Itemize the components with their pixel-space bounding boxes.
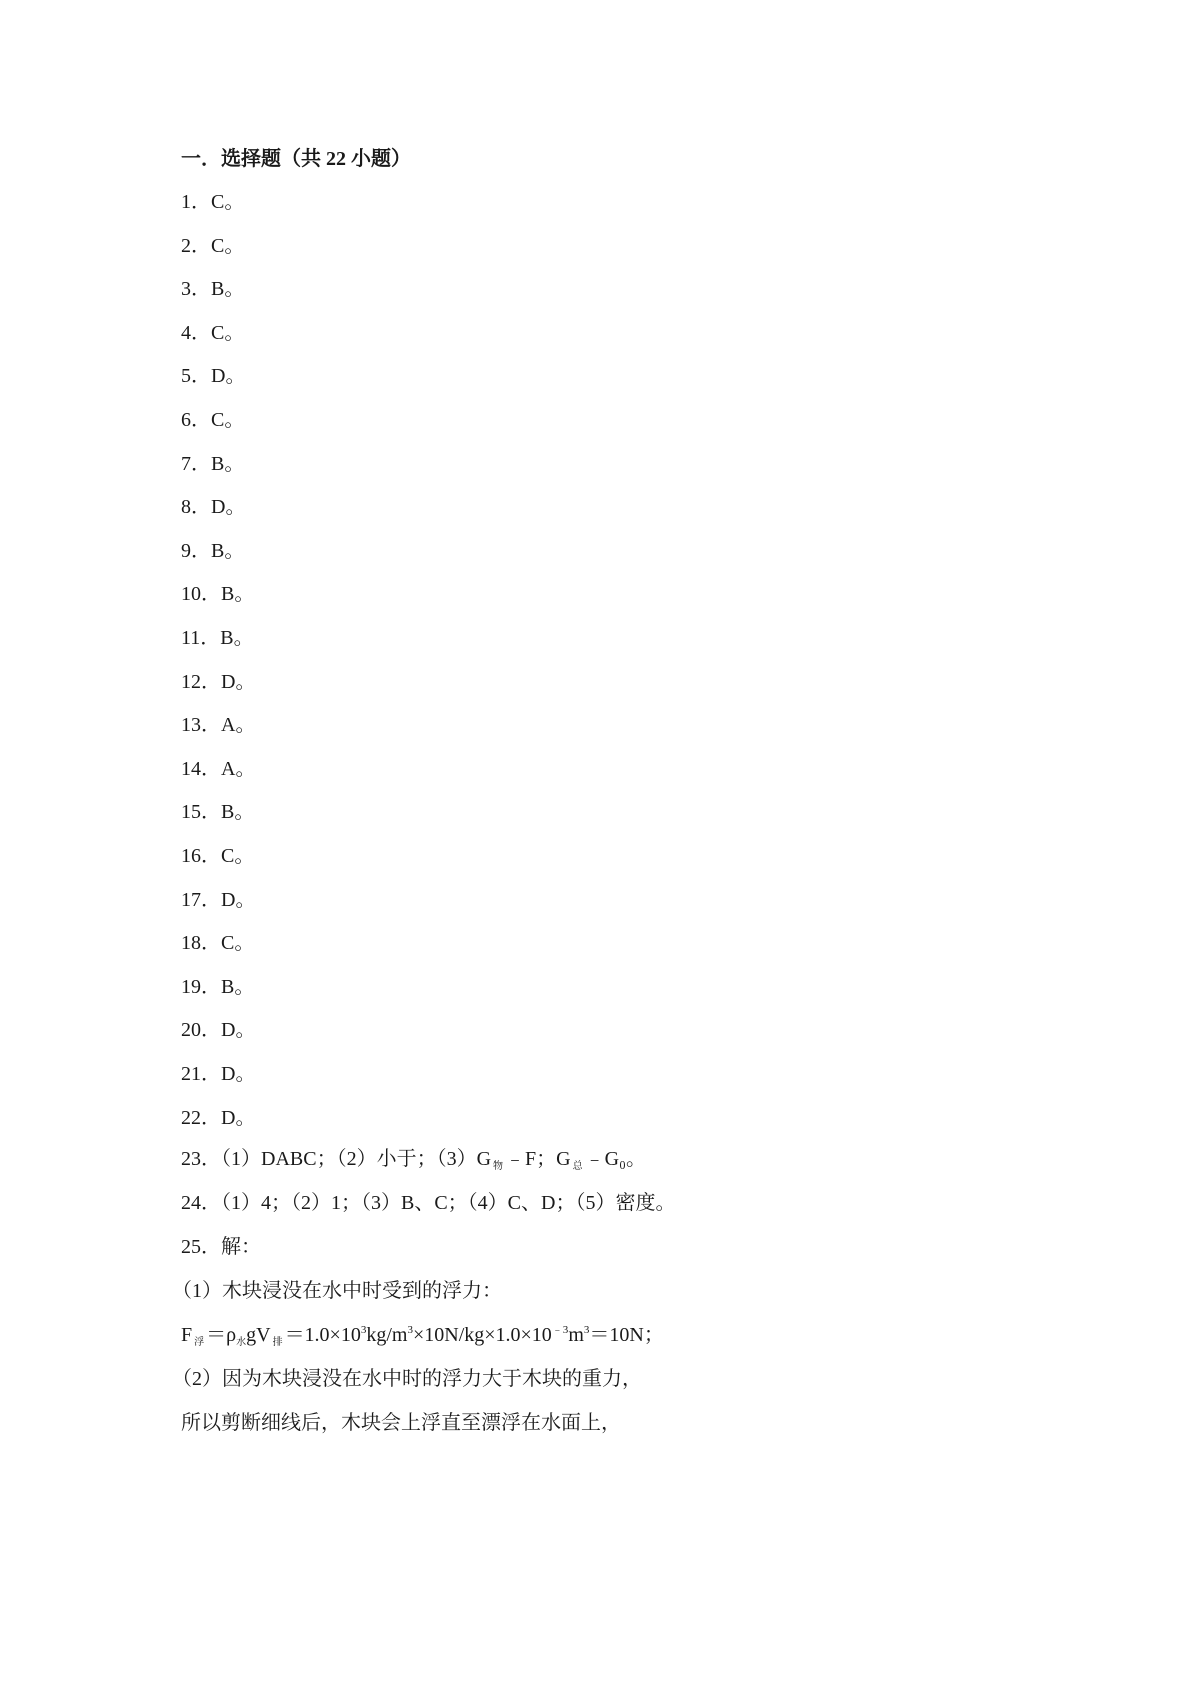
answer-item (181, 582, 254, 606)
answer-item (181, 1106, 255, 1130)
answer-number: 5． (181, 365, 211, 387)
formula-text: ＝10N； (589, 1324, 664, 1346)
answer-item (181, 495, 245, 519)
answer-choice: D。 (221, 671, 256, 693)
formula-text: ＝ρ (206, 1324, 237, 1346)
answer-choice: C。 (211, 191, 245, 213)
answer-choice: B。 (221, 976, 255, 998)
answer-choice: B。 (220, 627, 254, 649)
answer-number: 22． (181, 1107, 221, 1129)
answer-number: 4． (181, 322, 211, 344)
answer-choice: D。 (221, 889, 256, 911)
subscript: 浮 (194, 1337, 205, 1348)
answer-choice: B。 (211, 540, 245, 562)
answer-item (181, 800, 254, 824)
answer-item (181, 1062, 255, 1086)
answer-item (181, 277, 244, 301)
answer-choice: B。 (221, 801, 255, 823)
answer-number: 14． (181, 758, 221, 780)
answer-number: 8． (181, 496, 211, 518)
answer-choice: B。 (221, 583, 255, 605)
answer-choice: C。 (211, 235, 245, 257)
answer-25-part2-line1: （2）因为木块浸没在水中时的浮力大于木块的重力， (172, 1368, 642, 1390)
answer-number: 16． (181, 845, 221, 867)
answer-number: 2． (181, 235, 211, 257)
answer-number: 7． (181, 453, 211, 475)
formula-text: ×10N/kg×1.0×10 (412, 1324, 552, 1346)
answer-25-header: 25．解： (181, 1236, 261, 1258)
answer-item (181, 670, 255, 694)
formula-text: kg/m (366, 1324, 408, 1346)
answer-item (181, 234, 244, 258)
answer-number: 18． (181, 932, 221, 954)
answer-number: 12． (181, 671, 221, 693)
answer-number: 3． (181, 278, 211, 300)
answer-choice: B。 (211, 278, 245, 300)
answer-item (181, 321, 244, 345)
answer-number: 19． (181, 976, 221, 998)
answer-choice: A。 (221, 714, 256, 736)
answer-item (181, 408, 244, 432)
answer-choice: D。 (221, 1019, 256, 1041)
answer-number: 21． (181, 1063, 221, 1085)
answer-choice: D。 (221, 1063, 256, 1085)
answer-choice: B。 (211, 453, 245, 475)
answer-number: 13． (181, 714, 221, 736)
superscript: 3 (407, 1324, 413, 1336)
answer-item (181, 975, 254, 999)
answer-item (181, 1018, 255, 1042)
answer-choice: C。 (211, 409, 245, 431)
answer-23-end: ﹣G₀。 (584, 1148, 647, 1170)
buoyancy-formula (181, 1323, 664, 1351)
subscript: 水 (236, 1337, 247, 1348)
superscript: ﹣3 (551, 1324, 569, 1336)
answer-23-mid: ﹣F；G (505, 1148, 571, 1170)
answer-item (181, 452, 244, 476)
answer-choice: C。 (221, 932, 255, 954)
answer-25-part1-label: （1）木块浸没在水中时受到的浮力： (172, 1280, 502, 1302)
answer-item (181, 757, 255, 781)
answer-25-part2-line2: 所以剪断细线后，木块会上浮直至漂浮在水面上， (181, 1412, 621, 1434)
answer-choice: C。 (211, 322, 245, 344)
formula-text: gV (246, 1324, 271, 1346)
answer-number: 15． (181, 801, 221, 823)
formula-text: ＝1.0×10 (284, 1324, 361, 1346)
answer-number: 20． (181, 1019, 221, 1041)
answer-item (181, 931, 254, 955)
answer-item (181, 626, 254, 650)
answer-item (181, 713, 255, 737)
formula-text: m (568, 1324, 584, 1346)
answer-number: 11． (181, 627, 221, 649)
answer-choice: C。 (221, 845, 255, 867)
answer-choice: D。 (221, 1107, 256, 1129)
answer-number: 1． (181, 191, 211, 213)
subscript: 物 (493, 1161, 504, 1172)
answer-23 (181, 1147, 646, 1175)
section-title: 一．选择题（共 22 小题） (181, 148, 411, 170)
answer-number: 9． (181, 540, 211, 562)
answer-item (181, 844, 254, 868)
subscript: 总 (572, 1161, 583, 1172)
subscript: 排 (272, 1337, 283, 1348)
answer-choice: D。 (211, 365, 246, 387)
answer-number: 17． (181, 889, 221, 911)
answer-24: 24．（1）4；（2）1；（3）B、C；（4）C、D；（5）密度。 (181, 1192, 676, 1214)
answer-number: 6． (181, 409, 211, 431)
answer-choice: D。 (211, 496, 246, 518)
formula-symbol: F (181, 1324, 193, 1346)
answer-23-prefix: 23．（1）DABC；（2）小于；（3）G (181, 1148, 492, 1170)
answer-item (181, 539, 244, 563)
answer-item (181, 888, 255, 912)
answer-choice: A。 (221, 758, 256, 780)
answer-number: 10． (181, 583, 221, 605)
superscript: 3 (360, 1324, 367, 1336)
answer-item (181, 364, 245, 388)
superscript: 3 (583, 1324, 590, 1336)
answer-item (181, 190, 244, 214)
